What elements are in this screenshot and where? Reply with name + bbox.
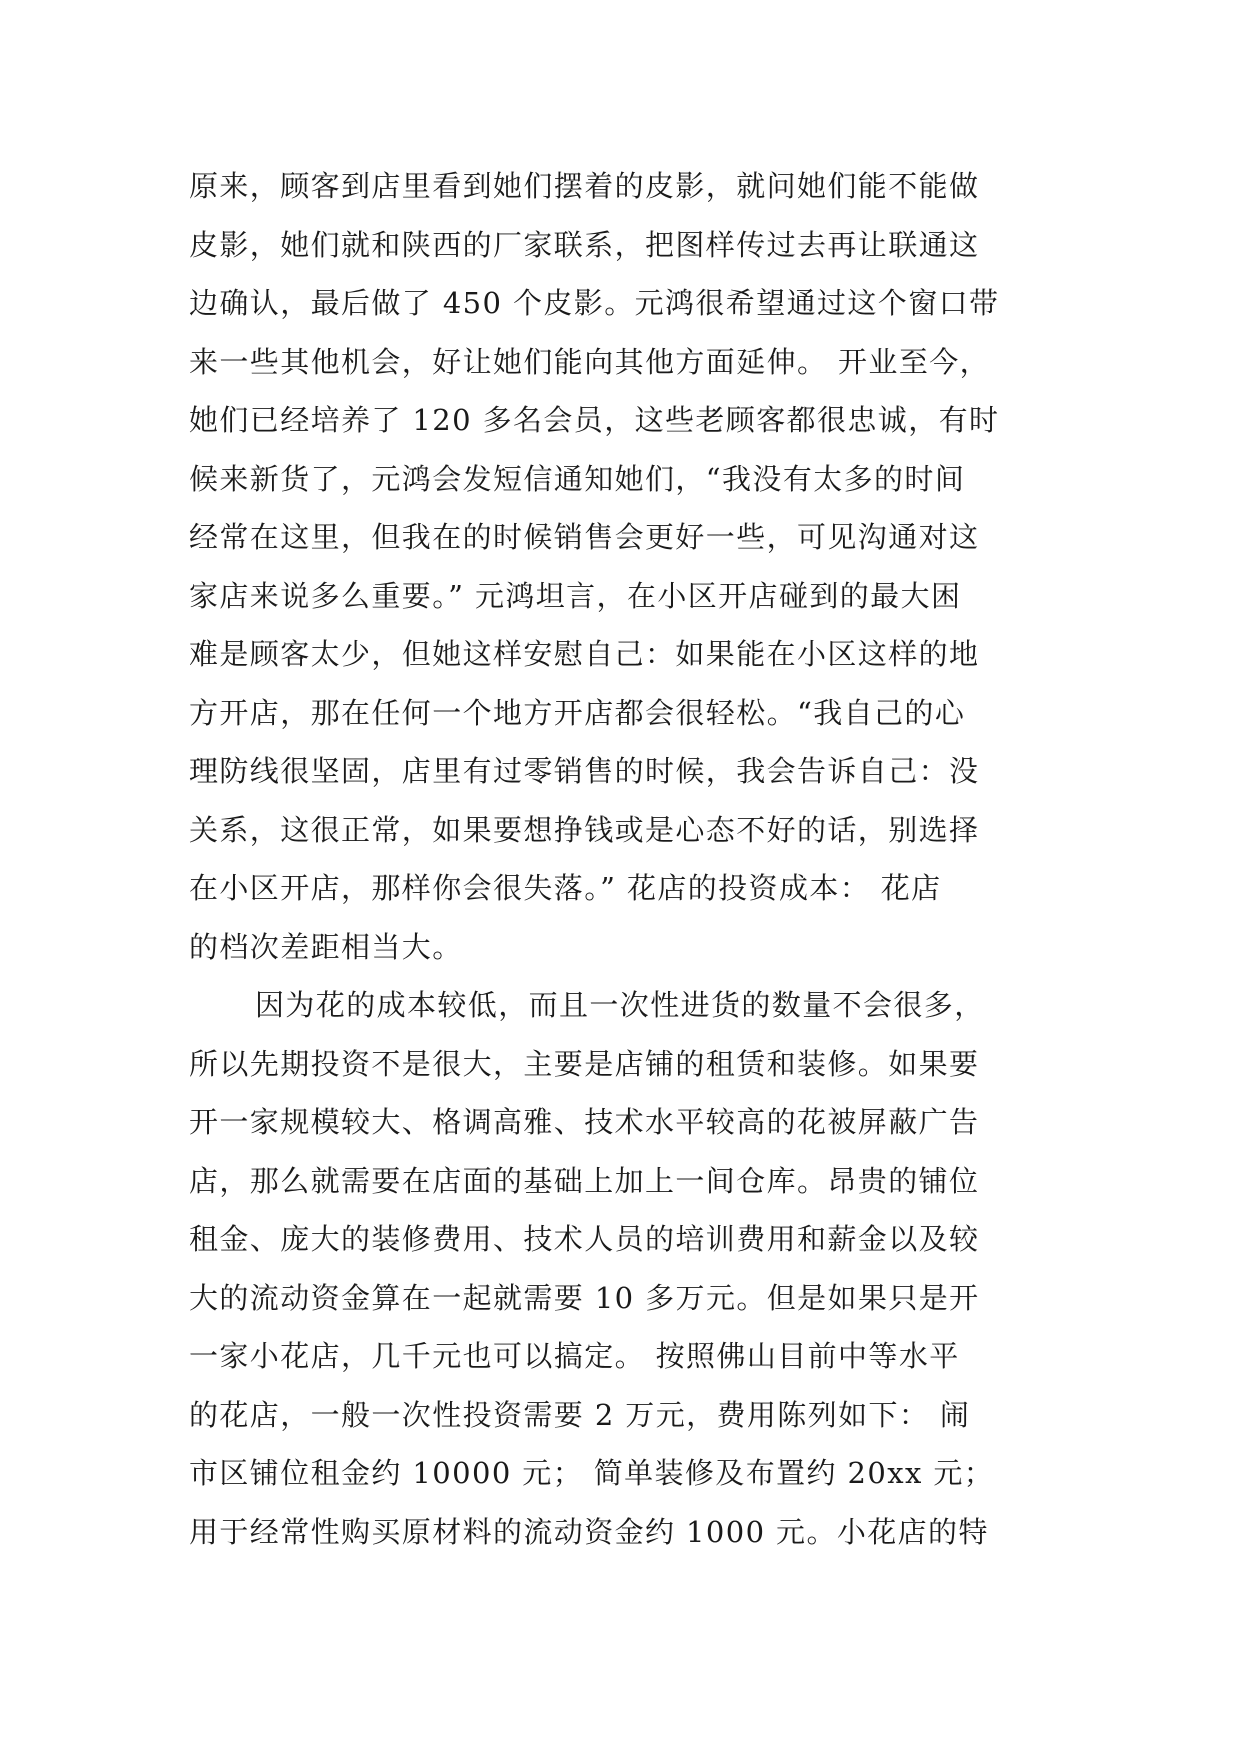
paragraph-1	[189, 157, 1049, 976]
paragraph-2	[189, 976, 1049, 1561]
text-line: 在小区开店，那样你会很失落。” 花店的投资成本： 花店	[189, 871, 942, 905]
text-line: 难是顾客太少，但她这样安慰自己：如果能在小区这样的地	[189, 637, 980, 671]
text-line: 她们已经培养了 120 多名会员，这些老顾客都很忠诚，有时	[189, 403, 1000, 437]
text-line: 开一家规模较大、格调高雅、技术水平较高的花被屏蔽广告	[189, 1105, 980, 1139]
text-line: 用于经常性购买原材料的流动资金约 1000 元。小花店的特	[189, 1514, 989, 1549]
text-line: 关系，这很正常，如果要想挣钱或是心态不好的话，别选择	[189, 812, 980, 847]
text-line: 皮影，她们就和陕西的厂家联系，把图样传过去再让联通这	[189, 227, 980, 262]
text-line: 所以先期投资不是很大，主要是店铺的租赁和装修。如果要	[189, 1046, 980, 1081]
text-line: 理防线很坚固，店里有过零销售的时候，我会告诉自己：没	[189, 754, 980, 788]
text-line: 的花店，一般一次性投资需要 2 万元，费用陈列如下： 闹	[189, 1397, 971, 1432]
text-line: 家店来说多么重要。” 元鸿坦言，在小区开店碰到的最大困	[189, 578, 962, 613]
text-line-indented: 因为花的成本较低，而且一次性进货的数量不会很多，	[255, 988, 985, 1022]
text-line: 来一些其他机会，好让她们能向其他方面延伸。 开业至今，	[189, 344, 991, 379]
text-line: 方开店，那在任何一个地方开店都会很轻松。“我自己的心	[189, 695, 966, 730]
text-line: 原来，顾客到店里看到她们摆着的皮影，就问她们能不能做	[189, 169, 980, 203]
text-line: 店，那么就需要在店面的基础上加上一间仓库。昂贵的铺位	[189, 1163, 980, 1198]
text-line: 市区铺位租金约 10000 元； 简单装修及布置约 20xx 元；	[189, 1456, 995, 1490]
text-line: 一家小花店，几千元也可以搞定。 按照佛山目前中等水平	[189, 1339, 960, 1373]
text-line: 边确认，最后做了 450 个皮影。元鸿很希望通过这个窗口带	[189, 286, 1000, 320]
text-line: 租金、庞大的装修费用、技术人员的培训费用和薪金以及较	[189, 1222, 980, 1256]
text-line: 的档次差距相当大。	[189, 929, 463, 964]
text-line: 候来新货了，元鸿会发短信通知她们，“我没有太多的时间	[189, 461, 966, 496]
document-body	[189, 157, 1049, 1561]
text-line: 大的流动资金算在一起就需要 10 多万元。但是如果只是开	[189, 1280, 980, 1315]
text-line: 经常在这里，但我在的时候销售会更好一些，可见沟通对这	[189, 520, 980, 554]
